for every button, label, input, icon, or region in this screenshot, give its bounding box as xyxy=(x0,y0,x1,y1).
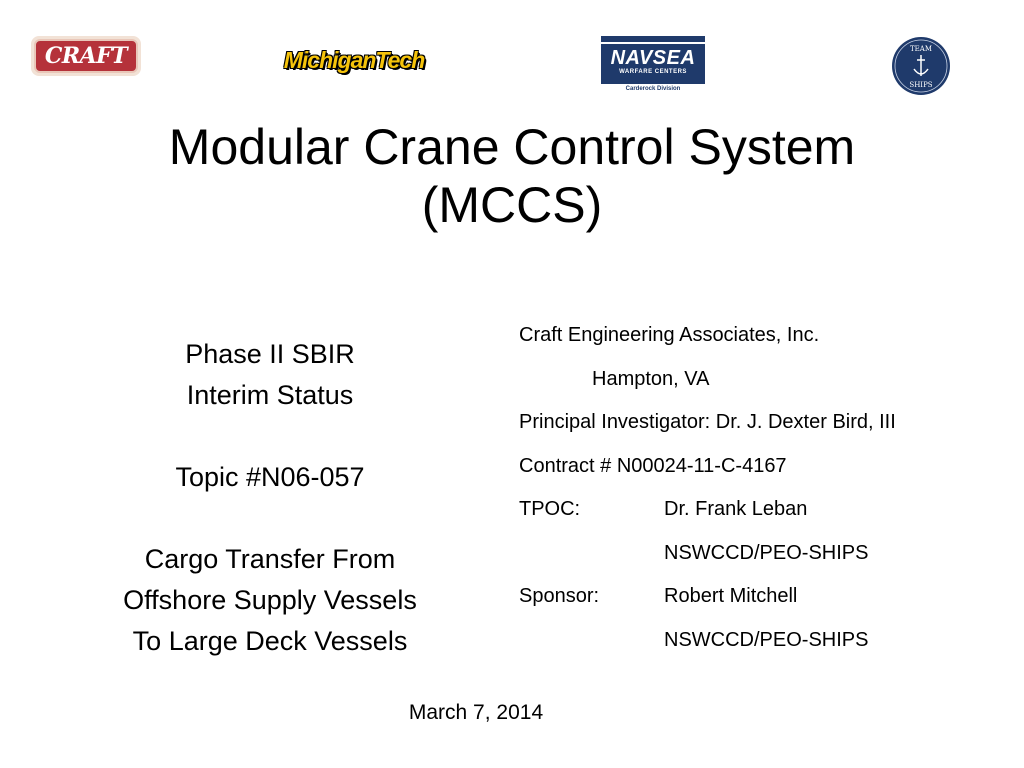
navsea-logo-sub: WARFARE CENTERS xyxy=(619,69,687,75)
title-line-2: (MCCS) xyxy=(421,177,603,233)
status-line: Interim Status xyxy=(186,380,354,410)
phase-line: Phase II SBIR xyxy=(185,339,355,369)
project-summary xyxy=(80,334,460,662)
michigan-tech-logo-text: MichiganTech xyxy=(283,46,425,73)
craft-logo-text: CRAFT xyxy=(34,39,138,73)
company-location: Hampton, VA xyxy=(592,367,710,390)
sponsor-row xyxy=(519,581,999,625)
presentation-date: March 7, 2014 xyxy=(408,701,544,724)
tpoc-org: NSWCCD/PEO-SHIPS xyxy=(664,541,869,564)
title-line-1: Modular Crane Control System xyxy=(168,119,856,175)
tpoc-row xyxy=(519,494,999,538)
cargo-line-1: Cargo Transfer From xyxy=(144,544,396,574)
company-name: Craft Engineering Associates, Inc. xyxy=(519,324,820,346)
cargo-line-2: Offshore Supply Vessels xyxy=(123,585,417,615)
principal-investigator: Principal Investigator: Dr. J. Dexter Bird, III xyxy=(519,411,896,433)
tpoc-label: TPOC: xyxy=(519,498,581,520)
team-ships-bottom-text: SHIPS xyxy=(909,81,933,89)
craft-logo xyxy=(31,36,141,76)
navsea-logo-division: Carderock Division xyxy=(625,86,681,92)
sponsor-name: Robert Mitchell xyxy=(664,585,798,607)
sponsor-org: NSWCCD/PEO-SHIPS xyxy=(664,628,869,651)
contract-number: Contract # N00024-11-C-4167 xyxy=(519,454,787,477)
tpoc-name: Dr. Frank Leban xyxy=(664,498,808,520)
contact-details xyxy=(519,320,999,668)
michigan-tech-logo xyxy=(278,44,430,76)
navsea-logo-name: NAVSEA xyxy=(610,47,696,69)
slide-title xyxy=(0,118,1024,234)
team-ships-top-text: TEAM xyxy=(909,45,933,53)
cargo-line-3: To Large Deck Vessels xyxy=(132,626,408,656)
team-ships-emblem-icon xyxy=(890,36,952,96)
topic-line: Topic #N06-057 xyxy=(175,462,365,492)
navsea-logo xyxy=(601,36,705,94)
team-ships-logo xyxy=(890,36,952,96)
sponsor-label: Sponsor: xyxy=(519,585,600,607)
